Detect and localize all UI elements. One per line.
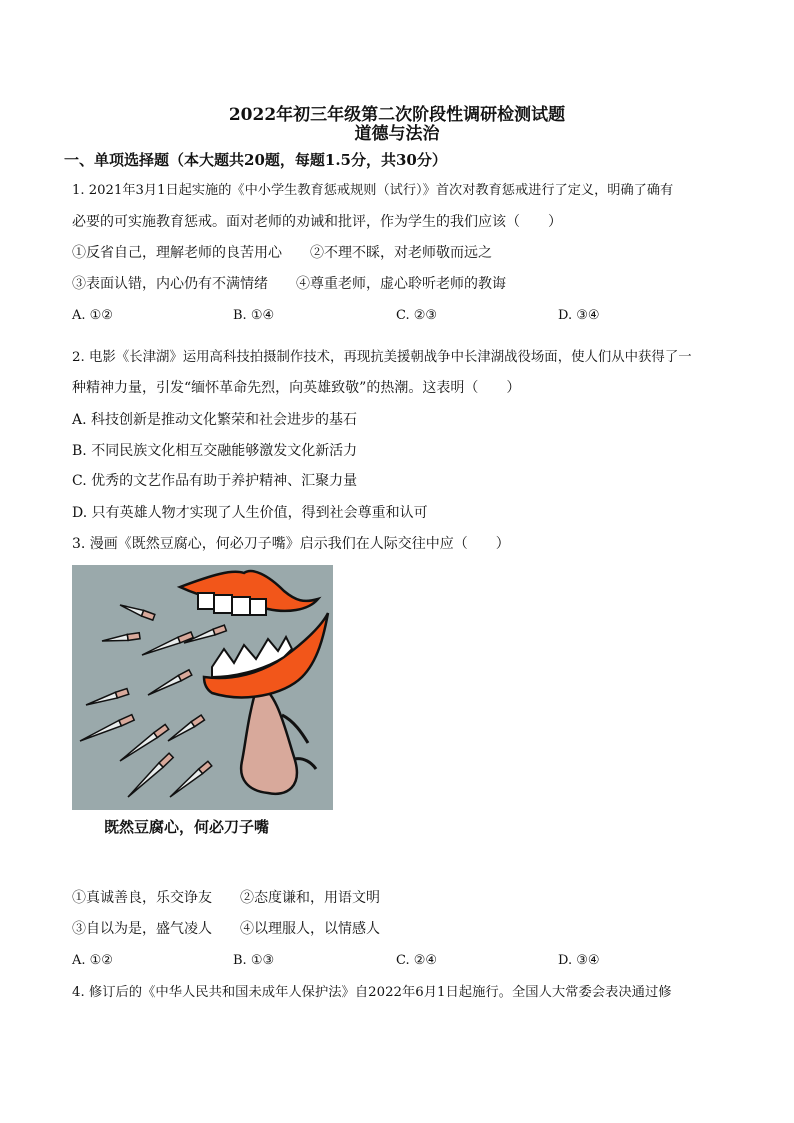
q1-option-a[interactable]: A. ①② [72, 308, 113, 323]
q3-option-d[interactable]: D. ③④ [558, 953, 600, 968]
q3-statements-2: ③自以为是，盛气凌人 ④以理服人，以情感人 [72, 921, 380, 937]
q2-option-a[interactable]: A. 科技创新是推动文化繁荣和社会进步的基石 [72, 412, 358, 428]
q3-option-b[interactable]: B. ①③ [233, 953, 275, 968]
subject-title: 道德与法治 [354, 124, 440, 144]
q1-option-d[interactable]: D. ③④ [558, 308, 600, 323]
q3-option-a[interactable]: A. ①② [72, 953, 113, 968]
q1-option-b[interactable]: B. ①④ [233, 308, 275, 323]
exam-title: 2022年初三年级第二次阶段性调研检测试题 [228, 105, 566, 125]
q4-stem-line1: 4. 修订后的《中华人民共和国未成年人保护法》自2022年6月1日起施行。全国人大常委会表决通过修 [72, 985, 672, 1000]
q2-stem-line2: 种精神力量，引发“缅怀革命先烈，向英雄致敬”的热潮。这表明（ ） [72, 380, 521, 396]
cartoon-image [72, 565, 333, 810]
q3-statements-1: ①真诚善良，乐交诤友 ②态度谦和，用语文明 [72, 890, 380, 906]
q1-statements-1: ①反省自己，理解老师的良苦用心 ②不理不睬，对老师敬而远之 [72, 245, 492, 261]
q3-stem: 3. 漫画《既然豆腐心，何必刀子嘴》启示我们在人际交往中应（ ） [72, 536, 510, 552]
q3-option-c[interactable]: C. ②④ [396, 953, 438, 968]
q1-option-c[interactable]: C. ②③ [396, 308, 438, 323]
q2-option-b[interactable]: B. 不同民族文化相互交融能够激发文化新活力 [72, 443, 358, 459]
section-heading: 一、单项选择题（本大题共20题，每题1.5分，共30分） [64, 151, 447, 169]
q2-option-c[interactable]: C. 优秀的文艺作品有助于养护精神、汇聚力量 [72, 473, 358, 489]
q1-stem-line2: 必要的可实施教育惩戒。面对老师的劝诫和批评，作为学生的我们应该（ ） [72, 214, 562, 230]
q1-statements-2: ③表面认错，内心仍有不满情绪 ④尊重老师，虚心聆听老师的教诲 [72, 276, 506, 292]
q2-option-d[interactable]: D. 只有英雄人物才实现了人生价值，得到社会尊重和认可 [72, 505, 428, 521]
cartoon-caption: 既然豆腐心，何必刀子嘴 [104, 818, 270, 836]
q2-stem-line1: 2. 电影《长津湖》运用高科技拍摄制作技术，再现抗美援朝战争中长津湖战役场面，使人们从中获得了一 [72, 350, 692, 365]
q1-stem-line1: 1. 2021年3月1日起实施的《中小学生教育惩戒规则（试行）》首次对教育惩戒进行了定义，明确了确有 [72, 183, 674, 198]
